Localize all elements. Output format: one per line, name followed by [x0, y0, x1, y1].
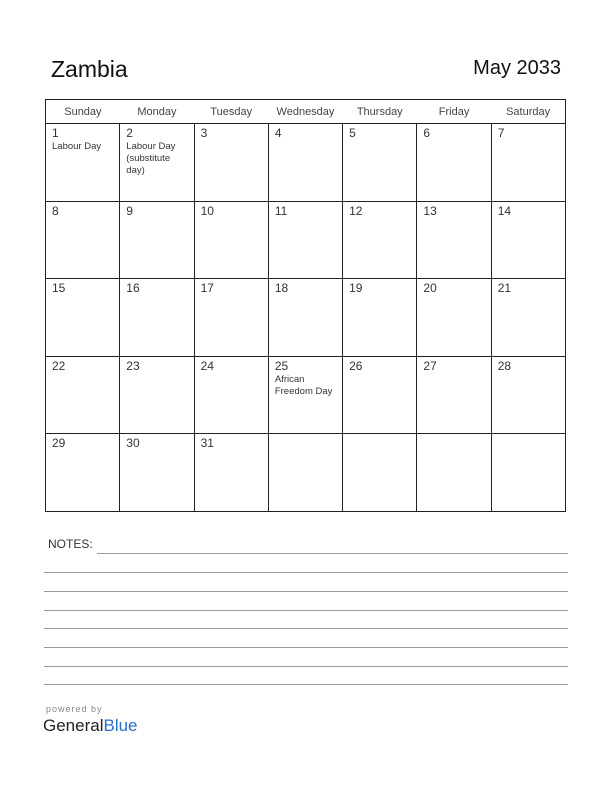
day-number: 26	[349, 358, 363, 373]
weekday-header-row	[46, 100, 566, 124]
weekday-wednesday: Wednesday	[268, 100, 342, 124]
note-line	[44, 628, 568, 629]
week-row	[46, 434, 566, 512]
day-cell	[343, 279, 417, 357]
weekday-saturday: Saturday	[491, 100, 565, 124]
day-number: 15	[52, 281, 66, 296]
brand-logo[interactable]	[43, 716, 138, 736]
week-row	[46, 201, 566, 279]
day-cell	[46, 434, 120, 512]
day-number: 25	[274, 358, 289, 373]
day-number: 11	[274, 203, 288, 218]
day-number: 22	[52, 358, 66, 373]
day-number: 27	[423, 358, 437, 373]
day-number: 18	[274, 281, 289, 296]
day-number: 24	[200, 358, 214, 373]
day-number: 28	[497, 358, 512, 373]
note-line	[44, 610, 568, 611]
day-number: 12	[349, 203, 363, 218]
week-row	[46, 356, 566, 434]
country-title: Zambia	[51, 56, 128, 82]
day-cell	[491, 279, 565, 357]
day-cell	[268, 201, 342, 279]
day-number: 13	[423, 203, 437, 218]
note-line	[97, 553, 568, 554]
day-number: 9	[126, 203, 133, 218]
day-cell	[194, 201, 268, 279]
day-cell	[268, 434, 342, 512]
day-number: 20	[423, 281, 437, 296]
day-cell	[268, 124, 342, 202]
brand-general-text: General	[43, 716, 104, 735]
day-number: 3	[200, 126, 208, 140]
day-cell	[120, 434, 194, 512]
day-cell	[194, 124, 268, 202]
day-cell	[120, 356, 194, 434]
day-cell	[343, 434, 417, 512]
day-cell	[343, 356, 417, 434]
day-cell	[194, 279, 268, 357]
day-cell	[417, 279, 491, 357]
day-cell	[417, 124, 491, 202]
powered-by-text: powered by	[46, 704, 103, 714]
note-line	[44, 591, 568, 592]
calendar-body	[46, 124, 566, 512]
day-cell	[417, 356, 491, 434]
day-number: 8	[52, 203, 59, 218]
holiday-label: African Freedom Day	[274, 373, 333, 397]
day-cell	[120, 201, 194, 279]
weekday-tuesday: Tuesday	[194, 100, 268, 124]
note-line	[44, 647, 568, 648]
weekday-thursday: Thursday	[343, 100, 417, 124]
weekday-monday: Monday	[120, 100, 194, 124]
day-cell	[46, 201, 120, 279]
day-cell	[46, 124, 120, 202]
note-line	[44, 666, 568, 667]
holiday-label: Labour Day (substitute day)	[126, 141, 176, 176]
note-line	[44, 572, 568, 573]
day-number: 5	[349, 126, 356, 140]
week-row	[46, 279, 566, 357]
day-cell	[491, 201, 565, 279]
day-number: 1	[52, 126, 59, 140]
day-cell	[194, 356, 268, 434]
day-cell	[268, 356, 342, 434]
day-number: 6	[423, 126, 431, 140]
day-cell	[46, 279, 120, 357]
day-number: 2	[126, 126, 133, 140]
day-number: 10	[200, 203, 214, 218]
day-number: 14	[497, 203, 512, 218]
day-cell	[491, 124, 565, 202]
day-cell	[120, 279, 194, 357]
day-number: 4	[274, 126, 282, 140]
day-number: 30	[126, 436, 140, 451]
holiday-label: Labour Day	[52, 141, 102, 152]
day-number: 21	[497, 281, 512, 296]
day-number: 19	[349, 281, 363, 296]
calendar-grid	[45, 99, 566, 512]
day-cell	[343, 201, 417, 279]
day-number: 17	[200, 281, 214, 296]
weekday-friday: Friday	[417, 100, 491, 124]
day-number: 16	[126, 281, 140, 296]
day-cell	[491, 356, 565, 434]
day-cell	[491, 434, 565, 512]
brand-blue-text: Blue	[103, 716, 138, 735]
day-cell	[417, 434, 491, 512]
month-year-title: May 2033	[473, 57, 561, 79]
notes-label: NOTES:	[48, 537, 93, 551]
day-cell	[46, 356, 120, 434]
day-cell	[120, 124, 194, 202]
day-cell	[417, 201, 491, 279]
day-cell	[343, 124, 417, 202]
day-cell	[268, 279, 342, 357]
day-cell	[194, 434, 268, 512]
weekday-sunday: Sunday	[46, 100, 120, 124]
day-number: 29	[52, 436, 66, 451]
day-number: 31	[200, 436, 214, 451]
day-number: 23	[126, 358, 140, 373]
note-line	[44, 684, 568, 685]
week-row	[46, 124, 566, 202]
day-number: 7	[497, 126, 505, 140]
